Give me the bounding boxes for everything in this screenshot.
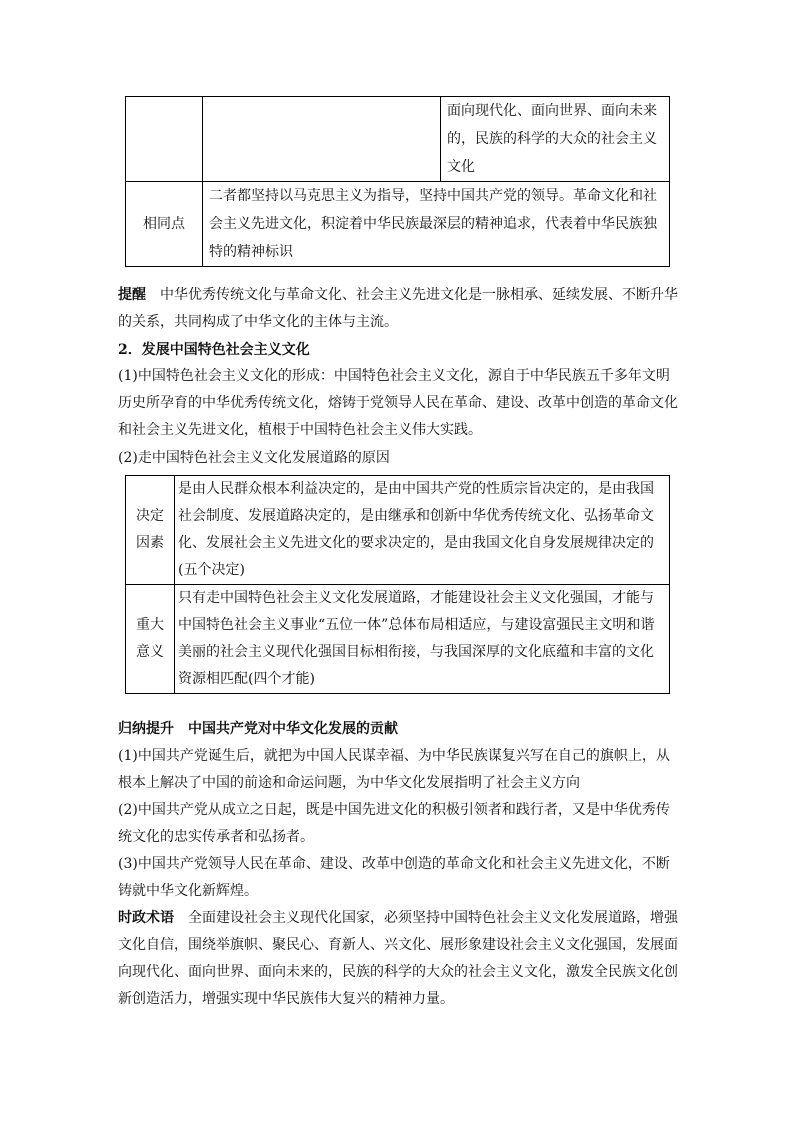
section-heading: 2．发展中国特色社会主义文化 <box>118 342 310 358</box>
political-terms-text: 全面建设社会主义现代化国家，必须坚持中国特色社会主义文化发展道路，增强文化自信，围绕举旗帜、聚民心、育新人、兴文化、展形象建设社会主义文化强国，发展面向现代化、面向世界、面向未来的，民族的科学的大众的社会主义文化，激发全民族文化创新创造活力，增强实现中华民族伟大复兴的精神力量。 <box>118 910 678 1007</box>
summary-title: 中国共产党对中华文化发展的贡献 <box>188 721 398 737</box>
comparison-row-similarity <box>126 182 670 267</box>
determining-factors-label: 决定因素 <box>126 476 175 585</box>
determining-factors-text: 是由人民群众根本利益决定的，是由中国共产党的性质宗旨决定的，是由我国社会制度、发展道路决定的，是由继承和创新中华优秀传统文化、弘扬革命文化、发展社会主义先进文化的要求决定的，是由我国文化自身发展规律决定的(五个决定) <box>175 476 670 585</box>
summary-item-3: (3)中国共产党领导人民在革命、建设、改革中创造的革命文化和社会主义先进文化，不断铸就中华文化新辉煌。 <box>118 856 670 899</box>
reasons-row-determining <box>126 476 670 585</box>
reasons-heading: (2)走中国特色社会主义文化发展道路的原因 <box>118 450 390 466</box>
similarity-label: 相同点 <box>126 182 203 267</box>
advanced-culture-goal: 面向现代化、面向世界、面向未来的，民族的科学的大众的社会主义文化 <box>441 97 670 182</box>
reminder-paragraph <box>118 282 678 336</box>
reminder-text: 中华优秀传统文化与革命文化、社会主义先进文化是一脉相承、延续发展、不断升华的关系，共同构成了中华文化的主体与主流。 <box>118 287 678 330</box>
summary-label: 归纳提升 <box>118 721 174 737</box>
summary-item-2: (2)中国共产党从成立之日起，既是中国先进文化的积极引领者和践行者，又是中华优秀传统文化的忠实传承者和弘扬者。 <box>118 802 670 845</box>
reminder-label: 提醒 <box>118 287 146 303</box>
formation-paragraph: (1)中国特色社会主义文化的形成：中国特色社会主义文化，源自于中华民族五千多年文明历史所孕育的中华优秀传统文化，熔铸于党领导人民在革命、建设、改革中创造的革命文化和社会主义先进文化，植根于中国特色社会主义伟大实践。 <box>118 368 678 438</box>
significance-text: 只有走中国特色社会主义文化发展道路，才能建设社会主义文化强国，才能与中国特色社会主义事业“五位一体”总体布局相适应，与建设富强民主文明和谐美丽的社会主义现代化强国目标相衔接，与我国深厚的文化底蕴和丰富的文化资源相匹配(四个才能) <box>175 585 670 694</box>
political-terms-paragraph <box>118 905 678 1013</box>
comparison-row-goals <box>126 97 670 182</box>
reasons-row-significance <box>126 585 670 694</box>
reasons-table <box>125 475 670 694</box>
similarity-text: 二者都坚持以马克思主义为指导，坚持中国共产党的领导。革命文化和社会主义先进文化，积淀着中华民族最深层的精神追求，代表着中华民族独特的精神标识 <box>203 182 670 267</box>
comparison-empty-cell <box>203 97 441 182</box>
comparison-empty-label <box>126 97 203 182</box>
comparison-table <box>125 96 670 267</box>
summary-heading <box>118 716 678 743</box>
political-terms-label: 时政术语 <box>118 910 174 926</box>
summary-item-1: (1)中国共产党诞生后，就把为中国人民谋幸福、为中华民族谋复兴写在自己的旗帜上，从根本上解决了中国的前途和命运问题，为中华文化发展指明了社会主义方向 <box>118 748 670 791</box>
significance-label: 重大意义 <box>126 585 175 694</box>
